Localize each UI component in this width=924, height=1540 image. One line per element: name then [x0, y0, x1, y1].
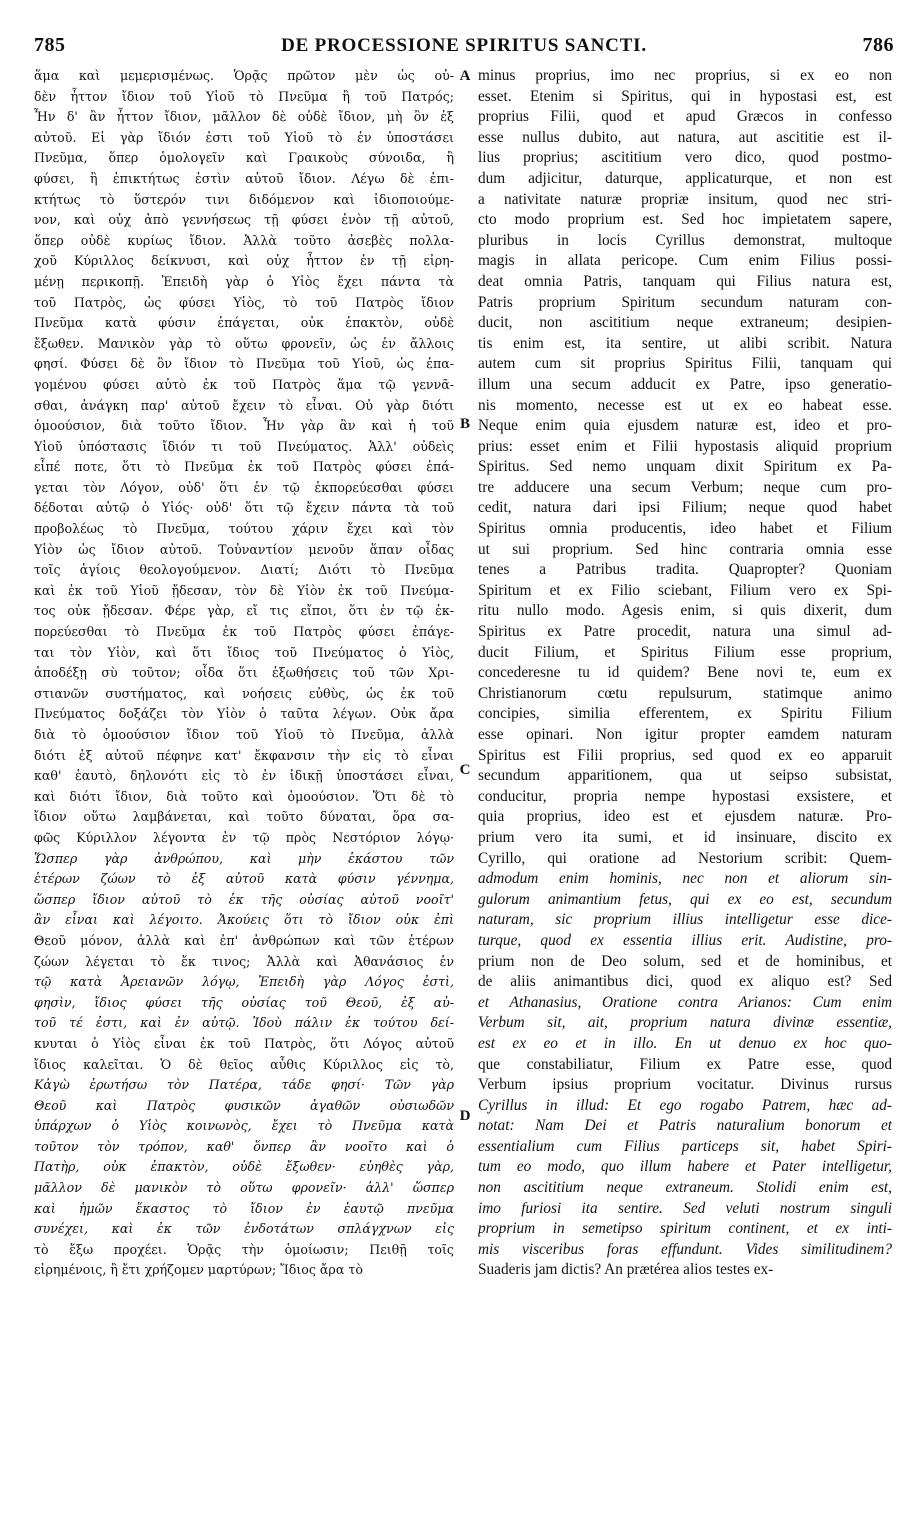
text-line: κνυται ὁ Υἱὸς εἶναι ἐκ τοῦ Πατρὸς, ὅτι Λόγος αὐτοῦ: [34, 1035, 454, 1051]
text-line: Neque enim quia ejusdem naturæ est, ideo et pro-: [478, 417, 892, 435]
text-line: notat: Nam Dei et Patris naturalium bonorum et: [478, 1117, 892, 1135]
text-line: proprium in semetipso spiritum continent, et ex inti-: [478, 1220, 892, 1238]
text-line: ἅμα καὶ μεμερισμένως. Ὁρᾷς πρῶτον μὲν ὡς οὐ-: [34, 68, 454, 83]
running-head: [34, 34, 894, 64]
text-line: ἴδιον οὕτω λαμβάνεται, καὶ τοῦτο δύναται, ὅρα σα-: [34, 809, 454, 825]
text-line: prium non de Deo solum, sed et de hominibus, et: [478, 952, 892, 970]
text-line: κτήτως τὸ ὕστερόν τινι διδόμενον καὶ ἰδιοποιούμε-: [34, 191, 454, 207]
text-line: concederesne tu id quidem? Bene novi te, eum ex: [478, 664, 892, 682]
text-line: συνέχει, καὶ ἐκ τῶν ἐνδοτάτων σπλάγχνων εἰς: [34, 1221, 454, 1237]
text-line: que constabiliatur, Filium ex Patre esse, quod: [478, 1055, 892, 1073]
text-line: διὰ τὸ ὁμοούσιον ἴδιον τοῦ Υἱοῦ τὸ Πνεῦμα, ἀλλὰ: [34, 727, 454, 742]
text-line: διότι ἐξ αὐτοῦ πέφηνε κατ' ἔκφανσιν τὴν εἰς τὸ εἶναι: [34, 747, 454, 763]
text-line: tis enim est, ita sentire, ut alibi scribit. Natura: [478, 334, 892, 352]
text-line: tum eo modo, quo illum habere et Pater intelligetur,: [478, 1158, 892, 1176]
text-line: esset. Etenim si Spiritus, qui in hypostasi est, est: [478, 87, 892, 105]
text-line: ὑπάρχων ὁ Υἱὸς κοινωνὸς, ἔχει τὸ Πνεῦμα κατὰ: [34, 1118, 454, 1134]
text-line: ἴδιος καλεῖται. Ὁ δὲ θεῖος αὖθις Κύριλλος εἰς τὸ,: [34, 1056, 454, 1072]
text-line: νον, καὶ οὐχ ἀπὸ γεννήσεως τῇ φύσει ἐνὸν τῇ αὐτοῦ,: [34, 212, 454, 228]
text-line: γομένου φύσει αὐτὸ ἐκ τοῦ Πατρὸς ἅμα τῷ γεννᾶ-: [34, 376, 454, 392]
text-line: δέδοται αὐτῷ ὁ Υἱός· οὐδ' ὅτι τῷ ἔχειν πάντα τὰ τοῦ: [34, 500, 454, 516]
text-line: cedit, natura dari ipsi Filium; neque quod habet: [478, 499, 892, 517]
text-line: ὁμοούσιον, διὰ τοῦτο ἴδιον. Ἦν γὰρ ἂν καὶ ἡ τοῦ: [34, 418, 454, 434]
text-line: καθ' ἑαυτὸ, δηλονότι εἰς τὸ ἐν ἰδικῇ ὑποστάσει εἶναι,: [34, 768, 454, 784]
text-line: tre adducere una secum Verbum; neque cum pro-: [478, 478, 892, 496]
text-line: a nativitate naturæ propriæ insitum, quod nec stri-: [478, 190, 892, 208]
text-line: Cyrillus in illud: Et ego rogabo Patrem, hæc ad-: [478, 1096, 892, 1114]
text-line: pluribus in locis Cyrillus demonstrat, multoque: [478, 231, 892, 249]
page-number-left: 785: [34, 34, 66, 56]
text-line: Πνεύματος δοξάζει τὸν Υἱὸν ὁ ταῦτα λέγων. Οὐκ ἄρα: [34, 706, 454, 722]
text-line: proprius Filii, quod et apud Græcos in confesso: [478, 108, 892, 126]
text-line: deat omnia Patris, tanquam qui Filius natura est,: [478, 272, 892, 290]
text-line: μᾶλλον δὲ μανικὸν τὸ οὕτω φρονεῖν· ἀλλ' ὥσπερ: [34, 1180, 454, 1196]
text-line: τῷ κατὰ Ἀρειανῶν λόγῳ, Ἐπειδὴ γὰρ Λόγος ἐστὶ,: [34, 974, 454, 990]
text-line: τος οὐκ ᾔδεσαν. Φέρε γὰρ, εἴ τις εἴποι, ὅτι ἐν τῷ ἐκ-: [34, 603, 454, 619]
text-line: prium vero ita sumi, et id insinuare, discito ex: [478, 828, 892, 846]
section-marker-d: D: [459, 1108, 471, 1124]
latin-column: [478, 66, 892, 1281]
text-line: cto modo proprium est. Sed hoc impietatem sapere,: [478, 211, 892, 229]
text-line: est ex eo et in illo. En ut denuo ex hoc quo-: [478, 1034, 892, 1052]
text-line: Christianorum cœtu repulsurum, statimque animo: [478, 684, 892, 702]
text-line: Spiritum et ex Filio sciebant, Filium vero ex Spi-: [478, 581, 892, 599]
text-line: lius proprius; ascititium vero dico, quod postmo-: [478, 149, 892, 167]
text-line: Θεοῦ μόνον, ἀλλὰ καὶ ἐπ' ἀνθρώπων καὶ τῶν ἑτέρων: [34, 932, 454, 948]
text-line: nis momento, necesse est ut ex eo habeat esse.: [478, 396, 892, 414]
text-line: ἑτέρων ζώων τὸ ἐξ αὐτοῦ κατὰ φύσιν γέννημα,: [34, 871, 454, 887]
text-line: φησί. Φύσει δὲ ὂν ἴδιον τὸ Πνεῦμα τοῦ Υἱοῦ, ὡς ἐπα-: [34, 356, 454, 372]
text-line: illum una secum adducit ex Patre, ipso generatio-: [478, 375, 892, 393]
text-line: Verbum ipsius proprium vocitatur. Divinus rursus: [478, 1076, 892, 1094]
page-number-right: 786: [862, 34, 894, 56]
section-marker-c: C: [459, 762, 471, 778]
text-line: Spiritus est Filii proprius, sed quod ex eo apparuit: [478, 746, 892, 764]
text-line: προβολέως τὸ Πνεῦμα, τούτου χάριν ἔχει καὶ τὸν: [34, 521, 454, 537]
text-line: Ἦν δ' ἂν ἧττον ἴδιον, μᾶλλον δὲ οὐδὲ ἴδιον, μὴ ὂν ἐξ: [34, 109, 454, 125]
text-line: γεται τὸν Λόγον, οὐδ' ὅτι ἐν τῷ ἐκπορεύεσθαι φύσει: [34, 479, 454, 495]
text-line: δὲν ἧττον ἴδιον τοῦ Υἱοῦ τὸ Πνεῦμα ἢ τοῦ Πατρός;: [34, 88, 454, 104]
text-line: ἔξωθεν. Μανικὸν γὰρ τὸ οὕτω φρονεῖν, ὡς ἐν ἄλλοις: [34, 335, 454, 351]
text-line: χοῦ Κύριλλος δείκνυσι, καὶ οὐχ ἧττον ἐν τῇ εἰρη-: [34, 253, 454, 269]
text-line: Ὥσπερ γὰρ ἀνθρώπου, καὶ μὴν ἑκάστου τῶν: [34, 850, 454, 866]
text-line: καὶ ἡμῶν ἕκαστος τὸ ἴδιον ἐν ἑαυτῷ πνεῦμα: [34, 1200, 454, 1216]
text-line: Υἱὸν ὡς ἴδιον αὐτοῦ. Τοὐναντίον μενοῦν ἅπαν οἶδας: [34, 541, 454, 557]
text-line: καὶ διότι ἴδιον, διὰ τοῦτο καὶ ὁμοούσιον. Ὅτι δὲ τὸ: [34, 788, 454, 804]
text-line: σθαι, ἀνάγκη παρ' αὐτοῦ ἔχειν τὸ εἶναι. Οὐ γὰρ διότι: [34, 397, 454, 413]
text-line: tenes a Patribus tradita. Quapropter? Quoniam: [478, 561, 892, 579]
text-line: minus proprius, imo nec proprius, si ex eo non: [478, 67, 892, 84]
text-line: esse opinari. Non igitur propter eamdem naturam: [478, 726, 892, 743]
text-line: εἶπέ ποτε, ὅτι τὸ Πνεῦμα ἐκ τοῦ Πατρὸς φύσει ἐπά-: [34, 459, 454, 475]
text-line: dum adjicitur, daturque, applicaturque, et non est: [478, 169, 892, 187]
running-title: DE PROCESSIONE SPIRITUS SANCTI.: [281, 35, 647, 56]
text-line: Πνεῦμα κατὰ φύσιν ἐπάγεται, οὐκ ἐπακτὸν, οὐδὲ: [34, 315, 454, 331]
text-line: φῶς Κύριλλον λέγοντα ἐν τῷ πρὸς Νεστόριον λόγῳ·: [34, 829, 454, 845]
text-line: Υἱοῦ ὑπόστασις ἴδιόν τι τοῦ Πνεύματος. Ἀλλ' οὐδεὶς: [34, 438, 454, 454]
text-line: Spiritus ex Patre procedit, natura una simul ad-: [478, 623, 892, 641]
text-line: de aliis animantibus dici, quod ex aliquo est? Sed: [478, 973, 892, 991]
section-marker-b: B: [459, 416, 470, 432]
text-line: μένῃ περικοπῇ. Ἐπειδὴ γὰρ ὁ Υἱὸς ἔχει πάντα τὰ: [34, 273, 454, 289]
text-line: τοῦτον τὸν τρόπον, καθ' ὅνπερ ἂν νοοῖτο καὶ ὁ: [34, 1138, 454, 1154]
text-line: admodum enim hominis, nec non et aliorum sin-: [478, 870, 892, 888]
text-line: imo furiosi ita sentire. Sed veluti nostrum singuli: [478, 1199, 892, 1217]
text-line: turque, quod ex essentia illius erit. Audistine, pro-: [478, 931, 892, 949]
text-line: secundum apparitionem, qua ut seipso subsistat,: [478, 767, 892, 785]
text-line: ritu nullo modo. Agesis enim, si quis dixerit, dum: [478, 602, 892, 620]
text-line: καὶ ἐκ τοῦ Υἱοῦ ᾔδεσαν, τὸν δὲ Υἱὸν ἐκ τοῦ Πνεύμα-: [34, 582, 454, 598]
text-line: mis visceribus foras effundunt. Vides similitudinem?: [478, 1240, 892, 1258]
text-line: Πνεῦμα, ὅπερ ὁμολογεῖν καὶ Γραικοὺς σύνοιδα, ἢ: [34, 150, 454, 166]
text-line: ἂν εἶναι καὶ λέγοιτο. Ἀκούεις ὅτι τὸ ἴδιον οὐκ ἐπὶ: [34, 912, 454, 928]
text-line: conducitur, propria nempe hypostasi exsistere, et: [478, 787, 892, 805]
text-line: τοῖς ἁγίοις θεολογούμενον. Διατί; Διότι τὸ Πνεῦμα: [34, 562, 454, 578]
text-line: αὐτοῦ. Εἰ γὰρ ἴδιόν ἐστι τοῦ Υἱοῦ τὸ ἐν ὑποστάσει: [34, 129, 454, 145]
text-line: Cyrillo, qui oratione ad Nestorium scribit: Quem-: [478, 849, 892, 867]
text-line: τοῦ Πατρὸς, ὡς φύσει Υἱὸς, τὸ τοῦ Πατρὸς ἴδιον: [34, 294, 454, 310]
text-line: ται τὸν Υἱὸν, καὶ ὅτι ἴδιος τοῦ Πνεύματος ὁ Υἱὸς,: [34, 644, 454, 660]
text-line: Spiritus omnia producentis, ideo habet et Filium: [478, 520, 892, 538]
text-line: Patris proprium Spiritum secundum naturam con-: [478, 293, 892, 311]
text-line: concipies, similia efferentem, ex Spiritu Filium: [478, 705, 892, 723]
text-line: magis in allata pericope. Cum enim Filius possi-: [478, 252, 892, 270]
text-line: ducit Filium, et Spiritus Filium esse proprium,: [478, 643, 892, 661]
text-line: ut sui proprium. Sed hinc contraria omnia esse: [478, 540, 892, 558]
text-line: gulorum animantium fetus, qui ex eo est, secundum: [478, 890, 892, 908]
text-line: ὅπερ οὐδὲ κυρίως ἴδιον. Ἀλλὰ τοῦτο ἀσεβὲς πολλα-: [34, 232, 454, 248]
text-line: Κἀγὼ ἐρωτήσω τὸν Πατέρα, τάδε φησί· Τῶν γὰρ: [34, 1077, 454, 1093]
text-line: φησὶν, ἴδιος φύσει τῆς οὐσίας τοῦ Θεοῦ, ἐξ αὐ-: [34, 994, 454, 1010]
text-line: esse nullus dubito, aut natura, aut ascititie est il-: [478, 128, 892, 146]
text-line: στιανῶν συστήματος, καὶ νοήσεις εὐθὺς, ὡς ἐκ τοῦ: [34, 685, 454, 701]
text-line: φύσει, ἢ ἐπικτήτως ἐστὶν αὐτοῦ ἴδιον. Λέγω δὲ ἐπι-: [34, 170, 454, 186]
text-line: τοῦ τέ ἐστι, καὶ ἐν αὐτῷ. Ἰδοὺ πάλιν ἐκ τούτου δεί-: [34, 1015, 454, 1031]
text-line: ducit, non ascititium neque extraneum; desipien-: [478, 314, 892, 332]
text-line: ζώων λέγεται τὸ ἔκ τινος; Ἀλλὰ καὶ Ἀθανάσιος ἐν: [34, 953, 454, 969]
text-line: autem cum sit proprius Spiritus Filii, tanquam qui: [478, 355, 892, 373]
text-line: εἰρημένοις, ἢ ἔτι χρήζομεν μαρτύρων; Ἴδιος ἄρα τὸ: [34, 1262, 363, 1278]
text-line: non ascititium neque extraneum. Stolidi enim est,: [478, 1179, 892, 1197]
section-marker-a: A: [459, 68, 471, 84]
text-line: Suaderis jam dictis? An prætérea alios testes ex-: [478, 1261, 774, 1279]
text-line: quia proprius, ideo est et ejusdem naturæ. Pro-: [478, 808, 892, 826]
text-line: naturam, sic proprium illius intelligetur esse dice-: [478, 911, 892, 929]
text-line: τὸ ἔξω προχέει. Ὁρᾷς τὴν ὁμοίωσιν; Πειθῇ τοῖς: [34, 1241, 454, 1257]
text-line: et Athanasius, Oratione contra Arianos: Cum enim: [478, 993, 892, 1011]
text-line: essentialium cum Filius particeps sit, habet Spiri-: [478, 1137, 892, 1155]
text-line: Πατὴρ, οὐκ ἐπακτὸν, οὐδὲ ἔξωθεν· εὐηθὲς γὰρ,: [34, 1159, 454, 1175]
text-line: prius: esset enim et Filii hypostasis aliquid proprium: [478, 437, 892, 455]
text-line: ὥσπερ ἴδιον αὐτοῦ τὸ ἐκ τῆς οὐσίας αὐτοῦ νοοῖτ': [34, 891, 454, 907]
greek-column: [34, 66, 454, 1281]
text-line: ἀποδέξῃ σὺ τοῦτον; οἶδα ὅτι ἐξωθήσεις τοῦ τῶν Χρι-: [34, 665, 454, 681]
text-line: Spiritus. Sed nemo unquam dixit Spiritum ex Pa-: [478, 458, 892, 476]
text-line: Verbum sit, ait, proprium natura divinæ essentiæ,: [478, 1014, 892, 1032]
text-line: Θεοῦ καὶ Πατρὸς φυσικῶν ἀγαθῶν οὐσιωδῶν: [34, 1097, 454, 1113]
text-line: πορεύεσθαι τὸ Πνεῦμα ἐκ τοῦ Πατρὸς φύσει ἐπάγε-: [34, 624, 454, 640]
